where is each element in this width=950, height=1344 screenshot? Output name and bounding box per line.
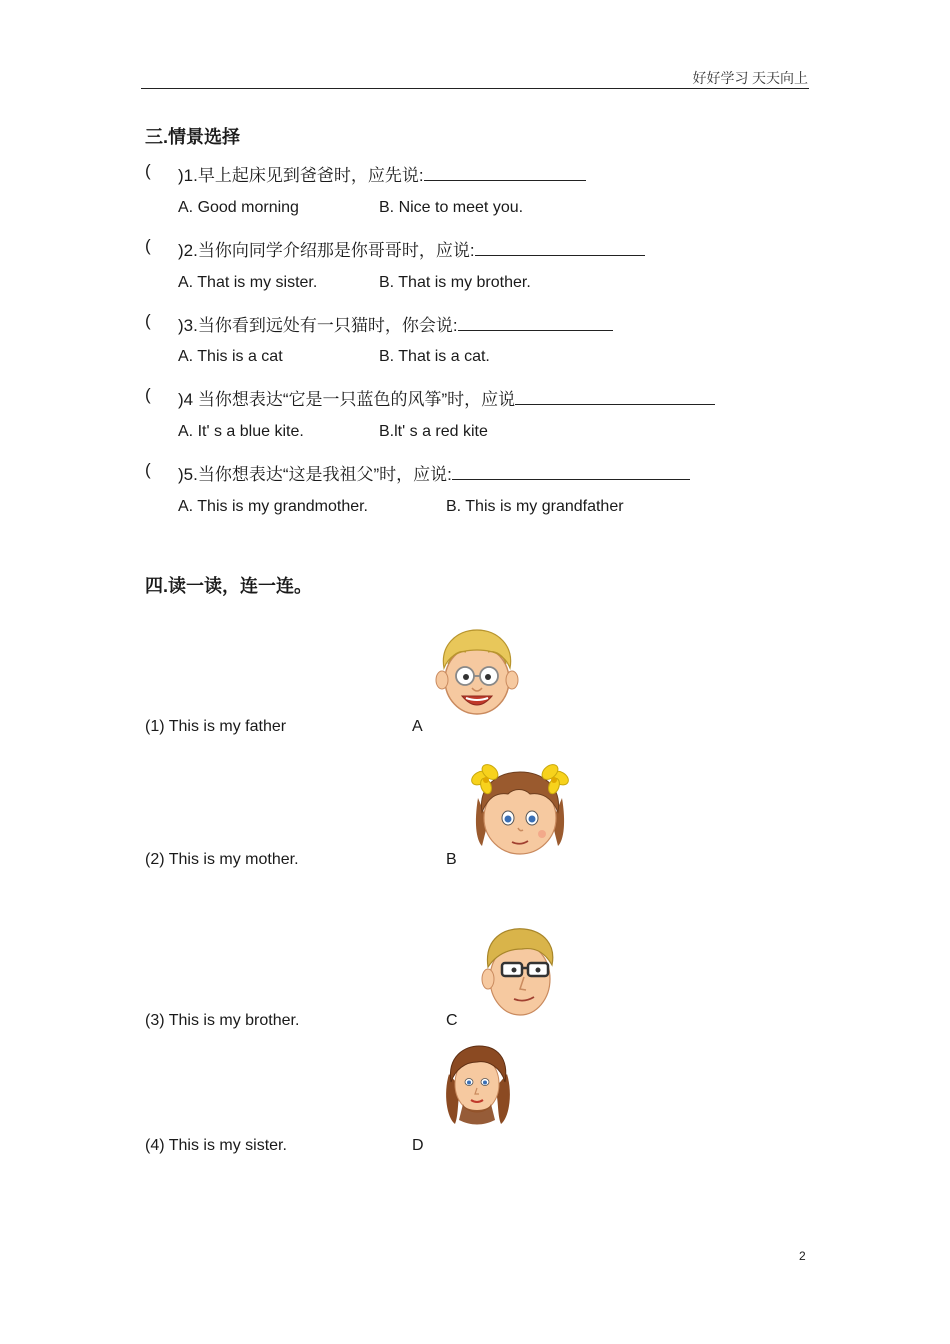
q3-option-a: A. This is a cat (178, 348, 283, 365)
q4-answer-blank[interactable] (515, 386, 715, 405)
grandfather-face-icon (436, 628, 518, 718)
match-letter-a: A (412, 718, 423, 735)
q5-paren: ( (145, 460, 151, 479)
q5-answer-blank[interactable] (452, 461, 690, 480)
header-rule (141, 88, 809, 89)
q1-option-a: A. Good morning (178, 199, 299, 216)
q2-option-b: B. That is my brother. (379, 274, 531, 291)
q5-option-b: B. This is my grandfather (446, 498, 624, 515)
q3-row (178, 311, 613, 336)
match-letter-c: C (446, 1012, 458, 1029)
q5-row (178, 460, 690, 485)
header-motto: 好好学习 天天向上 (692, 72, 808, 87)
q5-text: )5.当你想表达“这是我祖父”时，应说: (178, 465, 452, 484)
q4-paren: ( (145, 385, 151, 404)
q3-option-b: B. That is a cat. (379, 348, 490, 365)
match-letter-b: B (446, 851, 457, 868)
match-sentence-2: (2) This is my mother. (145, 851, 299, 868)
q1-option-b: B. Nice to meet you. (379, 199, 524, 216)
q2-text: )2.当你向同学介绍那是你哥哥时，应说: (178, 241, 475, 260)
q2-paren: ( (145, 236, 151, 255)
q1-row (178, 161, 586, 186)
q2-answer-blank[interactable] (475, 237, 645, 256)
q1-text: )1.早上起床见到爸爸时，应先说: (178, 166, 424, 185)
q1-answer-blank[interactable] (424, 162, 586, 181)
q4-row (178, 385, 715, 410)
q1-paren: ( (145, 161, 151, 180)
q3-paren: ( (145, 311, 151, 330)
match-sentence-1: (1) This is my father (145, 718, 287, 735)
q4-text: )4 当你想表达“它是一只蓝色的风筝”时，应说 (178, 390, 516, 409)
match-letter-d: D (412, 1137, 424, 1154)
match-sentence-3: (3) This is my brother. (145, 1012, 300, 1029)
woman-face-icon (443, 1044, 513, 1126)
q3-text: )3.当你看到远处有一只猫时，你会说: (178, 316, 458, 335)
q4-option-b: B.lt' s a red kite (379, 423, 488, 440)
man-glasses-face-icon (478, 925, 558, 1017)
section4-title: 四.读一读，连一连。 (145, 576, 313, 596)
q3-answer-blank[interactable] (458, 312, 613, 331)
q5-option-a: A. This is my grandmother. (178, 498, 368, 515)
q2-row (178, 236, 645, 261)
match-sentence-4: (4) This is my sister. (145, 1137, 287, 1154)
page-number: 2 (799, 1249, 806, 1263)
q2-option-a: A. That is my sister. (178, 274, 318, 291)
section3-title: 三.情景选择 (145, 127, 241, 147)
q4-option-a: A. It' s a blue kite. (178, 423, 304, 440)
girl-face-icon (468, 762, 572, 858)
